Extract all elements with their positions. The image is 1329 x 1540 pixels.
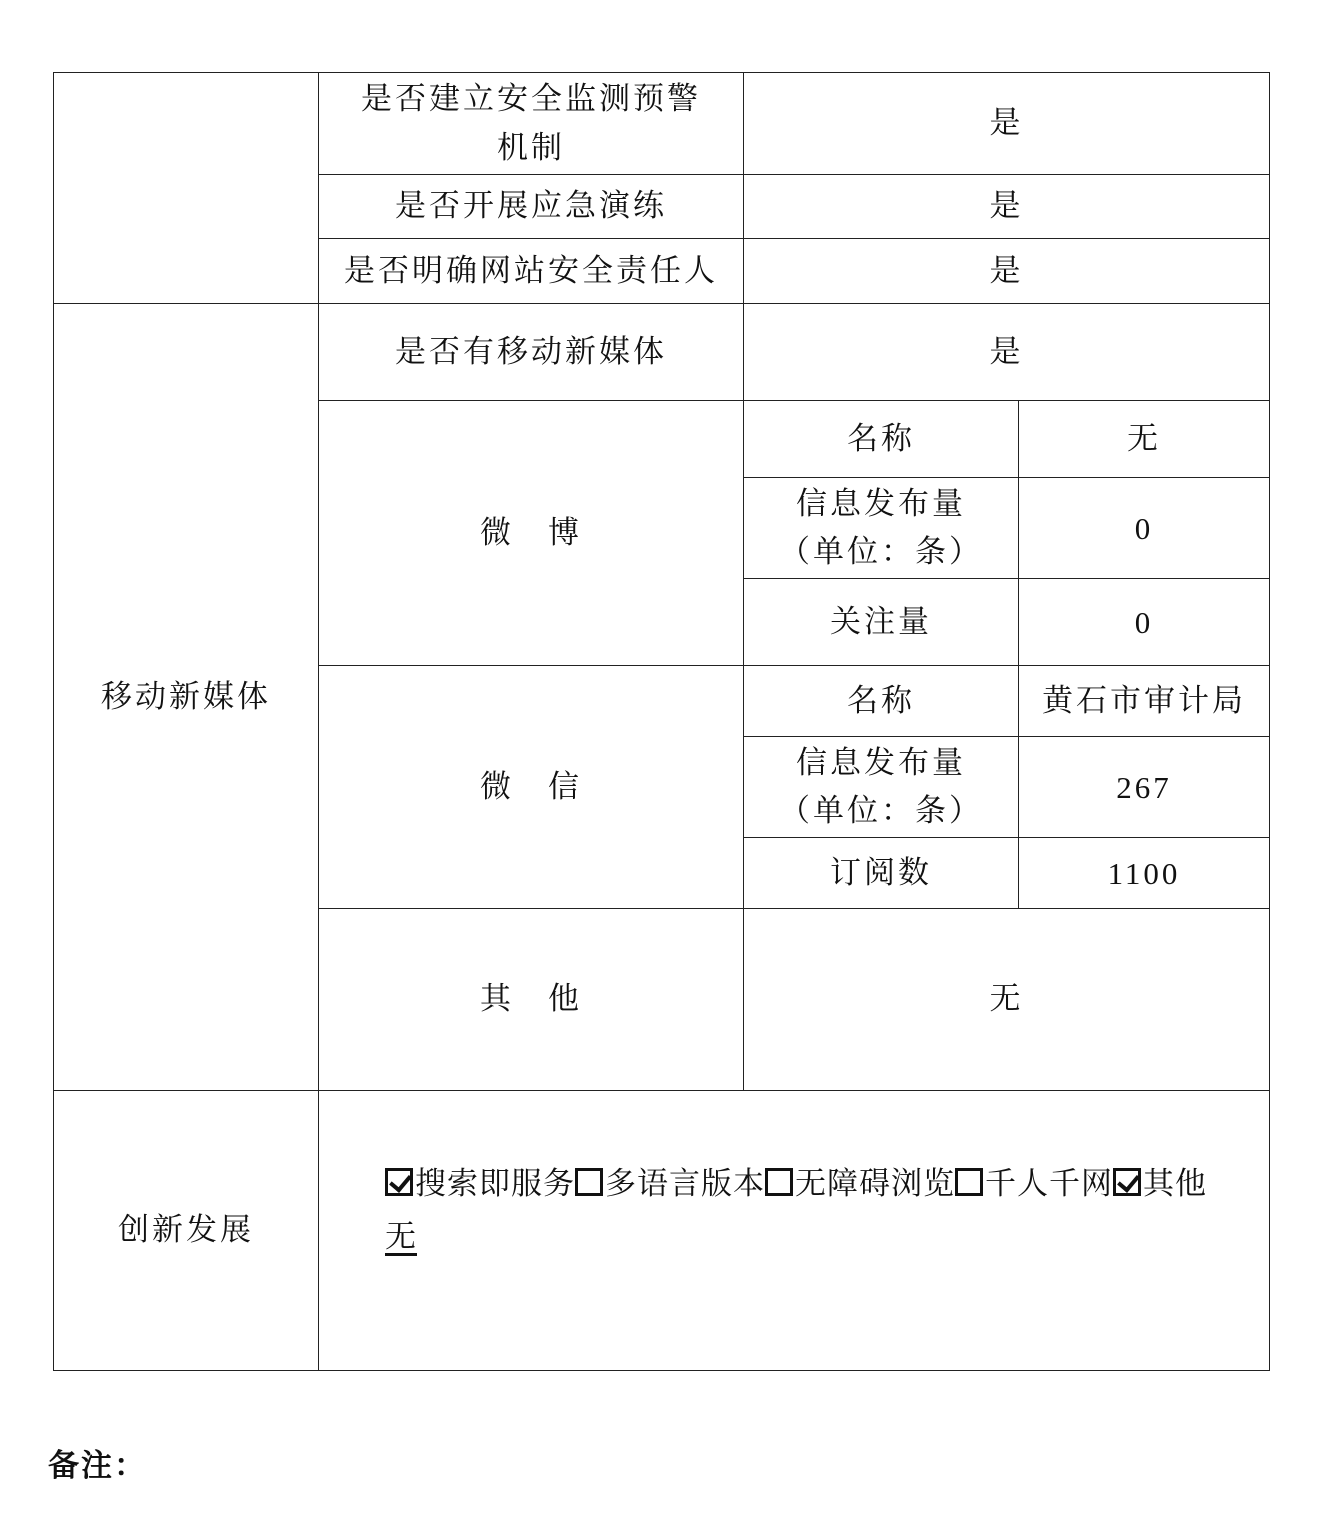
weibo-name-value: 无	[1019, 401, 1270, 478]
weibo-posts-label	[744, 478, 1019, 579]
security-label-monitoring: 是否建立安全监测预警机制	[319, 73, 744, 175]
weibo-name-label: 名称	[744, 401, 1019, 478]
has-mobile-media-label: 是否有移动新媒体	[319, 304, 744, 401]
security-value-monitoring: 是	[744, 73, 1270, 175]
weibo-follows-value: 0	[1019, 579, 1270, 666]
checkbox-checked-icon[interactable]	[385, 1168, 413, 1196]
wechat-name-value: 黄石市审计局	[1019, 666, 1270, 737]
wechat-label: 微 信	[319, 666, 744, 909]
innovation-section-label: 创新发展	[54, 1091, 319, 1371]
checkbox-checked-icon[interactable]	[1113, 1168, 1141, 1196]
has-mobile-media-value: 是	[744, 304, 1270, 401]
innovation-options	[319, 1091, 1270, 1371]
wechat-posts-value: 267	[1019, 737, 1270, 838]
checkbox-empty-icon[interactable]	[955, 1168, 983, 1196]
security-value-drill: 是	[744, 175, 1270, 239]
innovation-other-value: 无	[385, 1218, 417, 1255]
report-table	[53, 72, 1270, 1371]
wechat-subs-value: 1100	[1019, 838, 1270, 909]
security-label-responsible: 是否明确网站安全责任人	[319, 239, 744, 304]
checkbox-empty-icon[interactable]	[575, 1168, 603, 1196]
weibo-posts-value: 0	[1019, 478, 1270, 579]
option-search-service: 搜索即服务	[415, 1165, 575, 1202]
wechat-subs-label: 订阅数	[744, 838, 1019, 909]
checkbox-empty-icon[interactable]	[765, 1168, 793, 1196]
mobile-section-label: 移动新媒体	[54, 304, 319, 1091]
remark-label: 备注：	[48, 1448, 147, 1484]
wechat-posts-label-line2: （单位：条）	[779, 793, 983, 829]
security-section-cell	[54, 73, 319, 304]
weibo-posts-label-line2: （单位：条）	[779, 534, 983, 570]
other-media-value: 无	[744, 909, 1270, 1091]
security-label-drill: 是否开展应急演练	[319, 175, 744, 239]
option-personalized: 千人千网	[985, 1165, 1113, 1202]
wechat-name-label: 名称	[744, 666, 1019, 737]
option-multilingual: 多语言版本	[605, 1165, 765, 1202]
wechat-posts-label	[744, 737, 1019, 838]
security-value-responsible: 是	[744, 239, 1270, 304]
weibo-follows-label: 关注量	[744, 579, 1019, 666]
weibo-posts-label-line1: 信息发布量	[796, 486, 966, 522]
wechat-posts-label-line1: 信息发布量	[796, 745, 966, 781]
other-media-label: 其 他	[319, 909, 744, 1091]
weibo-label: 微 博	[319, 401, 744, 666]
innovation-checkbox-row	[385, 1160, 1269, 1209]
option-accessibility: 无障碍浏览	[795, 1165, 955, 1202]
option-other: 其他	[1143, 1165, 1207, 1202]
